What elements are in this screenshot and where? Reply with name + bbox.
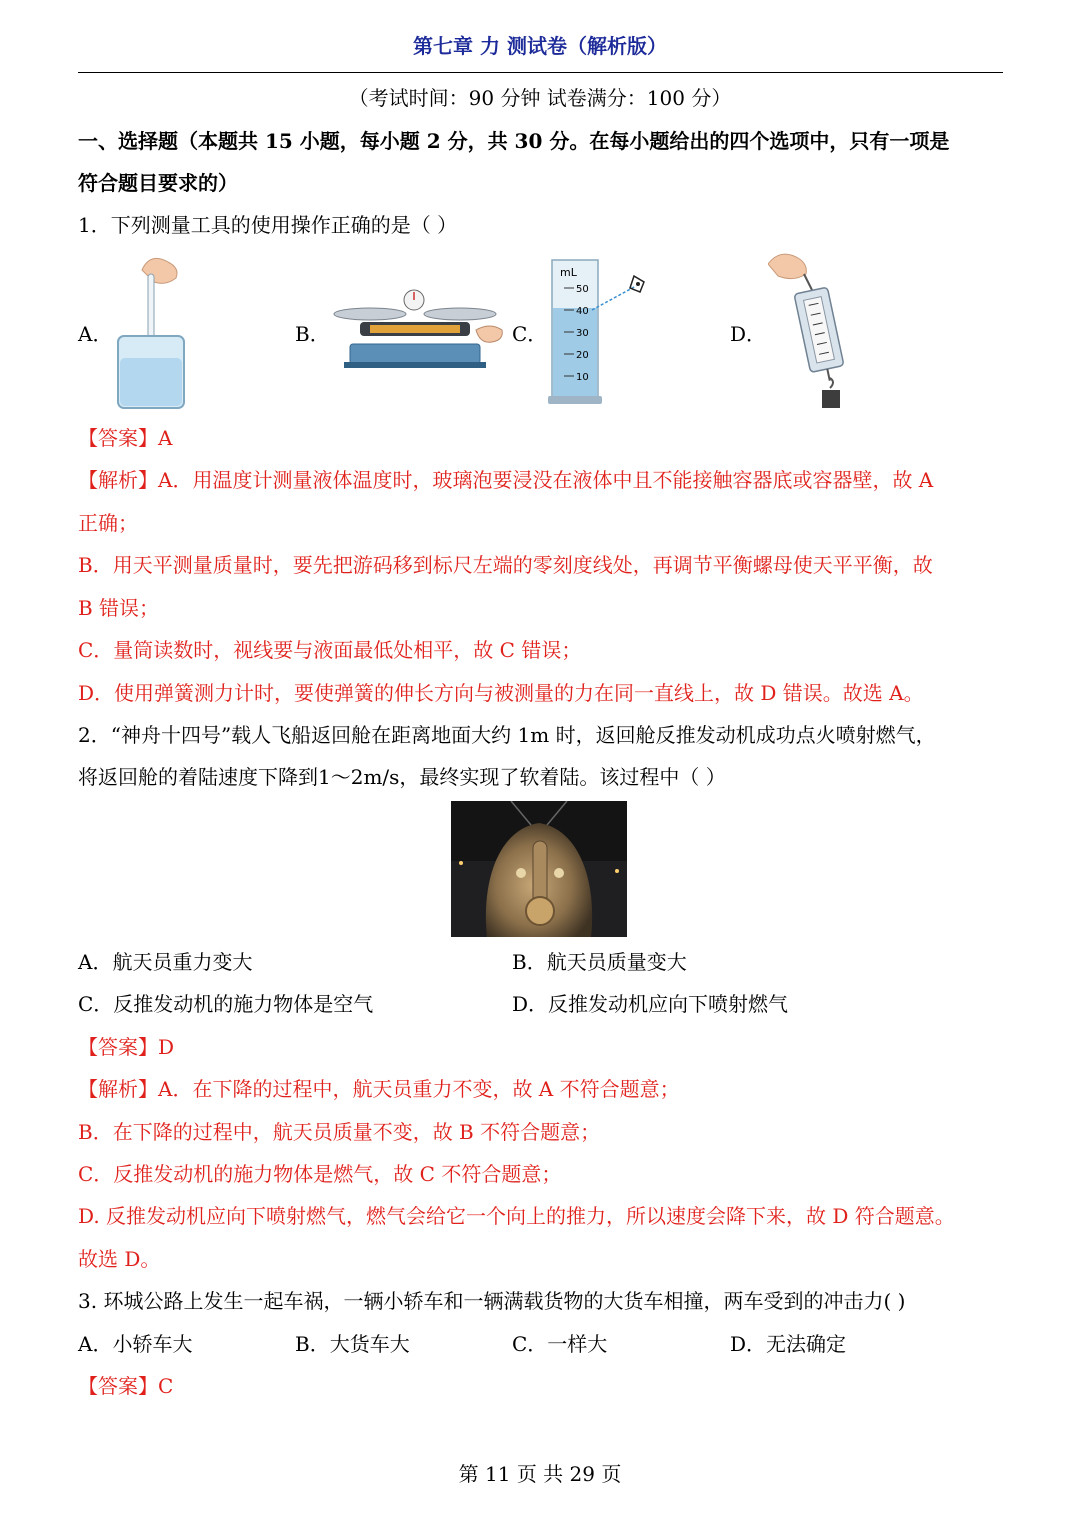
- q3-option-c: C．一样大: [512, 1332, 608, 1356]
- thermometer-beaker-figure: [112, 252, 192, 412]
- q2-analysis-line2: B．在下降的过程中，航天员质量不变，故 B 不符合题意；: [78, 1120, 601, 1144]
- q1-answer: 【答案】A: [78, 426, 173, 450]
- q3-answer: 【答案】C: [78, 1374, 174, 1398]
- q2-option-d: D．反推发动机应向下喷射燃气: [512, 992, 789, 1016]
- q1-analysis-line4: B 错误；: [78, 596, 160, 620]
- q2-option-b: B．航天员质量变大: [512, 950, 687, 974]
- spring-scale-figure: [768, 250, 848, 412]
- q1-option-d-label: D．: [730, 322, 767, 346]
- q3-option-d: D．无法确定: [730, 1332, 847, 1356]
- exam-info: （考试时间：90 分钟 试卷满分：100 分）: [348, 86, 732, 110]
- q2-option-c: C．反推发动机的施力物体是空气: [78, 992, 374, 1016]
- q1-stem: 1．下列测量工具的使用操作正确的是（ ）: [78, 213, 458, 237]
- q2-analysis-line3: C．反推发动机的施力物体是燃气，故 C 不符合题意；: [78, 1162, 562, 1186]
- q1-option-c-label: C．: [512, 322, 548, 346]
- q2-stem-line1: 2．“神舟十四号”载人飞船返回舱在距离地面大约 1m 时，返回舱反推发动机成功点火喷射燃气，: [78, 723, 936, 747]
- cylinder-tick-40: 40: [576, 306, 589, 317]
- q2-option-a: A．航天员重力变大: [78, 950, 253, 974]
- q2-analysis-line1: 【解析】A．在下降的过程中，航天员重力不变，故 A 不符合题意；: [78, 1077, 680, 1101]
- cylinder-tick-30: 30: [576, 328, 589, 339]
- graduated-cylinder-figure: [548, 256, 658, 408]
- q1-analysis-line3: B．用天平测量质量时，要先把游码移到标尺左端的零刻度线处，再调节平衡螺母使天平平衡，故: [78, 553, 933, 577]
- q3-option-b: B．大货车大: [295, 1332, 410, 1356]
- q3-option-a: A．小轿车大: [78, 1332, 193, 1356]
- header-divider: [78, 72, 1003, 73]
- q1-analysis-line2: 正确；: [78, 511, 138, 535]
- cylinder-unit: mL: [560, 266, 577, 279]
- q1-option-b-label: B．: [295, 322, 330, 346]
- q3-stem: 3. 环城公路上发生一起车祸，一辆小轿车和一辆满载货物的大货车相撞，两车受到的冲击力( ): [78, 1289, 906, 1313]
- balance-scale-figure: [330, 288, 508, 372]
- q2-analysis-line5: 故选 D。: [78, 1247, 161, 1271]
- q2-analysis-line4: D. 反推发动机应向下喷射燃气，燃气会给它一个向上的推力，所以速度会降下来，故 D 符合题意。: [78, 1204, 955, 1228]
- q2-stem-line2: 将返回舱的着陆速度下降到1～2m/s，最终实现了软着陆。该过程中（ ）: [78, 765, 726, 789]
- q1-analysis-line1: 【解析】A．用温度计测量液体温度时，玻璃泡要浸没在液体中且不能接触容器底或容器壁，故 A: [78, 468, 934, 492]
- q1-analysis-line5: C．量筒读数时，视线要与液面最低处相平，故 C 错误；: [78, 638, 582, 662]
- section-heading-line2: 符合题目要求的）: [78, 171, 238, 195]
- q2-answer: 【答案】D: [78, 1035, 175, 1059]
- page-number-footer: 第 11 页 共 29 页: [458, 1462, 622, 1486]
- q1-option-a-label: A．: [78, 322, 113, 346]
- return-capsule-photo: [451, 801, 627, 937]
- page-title: 第七章 力 测试卷（解析版）: [413, 34, 667, 58]
- cylinder-tick-20: 20: [576, 350, 589, 361]
- q1-analysis-line6: D．使用弹簧测力计时，要使弹簧的伸长方向与被测量的力在同一直线上，故 D 错误。故选 A。: [78, 681, 924, 705]
- cylinder-tick-10: 10: [576, 372, 589, 383]
- section-heading-line1: 一、选择题（本题共 15 小题，每小题 2 分，共 30 分。在每小题给出的四个选项中，只有一项是: [78, 129, 950, 153]
- cylinder-tick-50: 50: [576, 284, 589, 295]
